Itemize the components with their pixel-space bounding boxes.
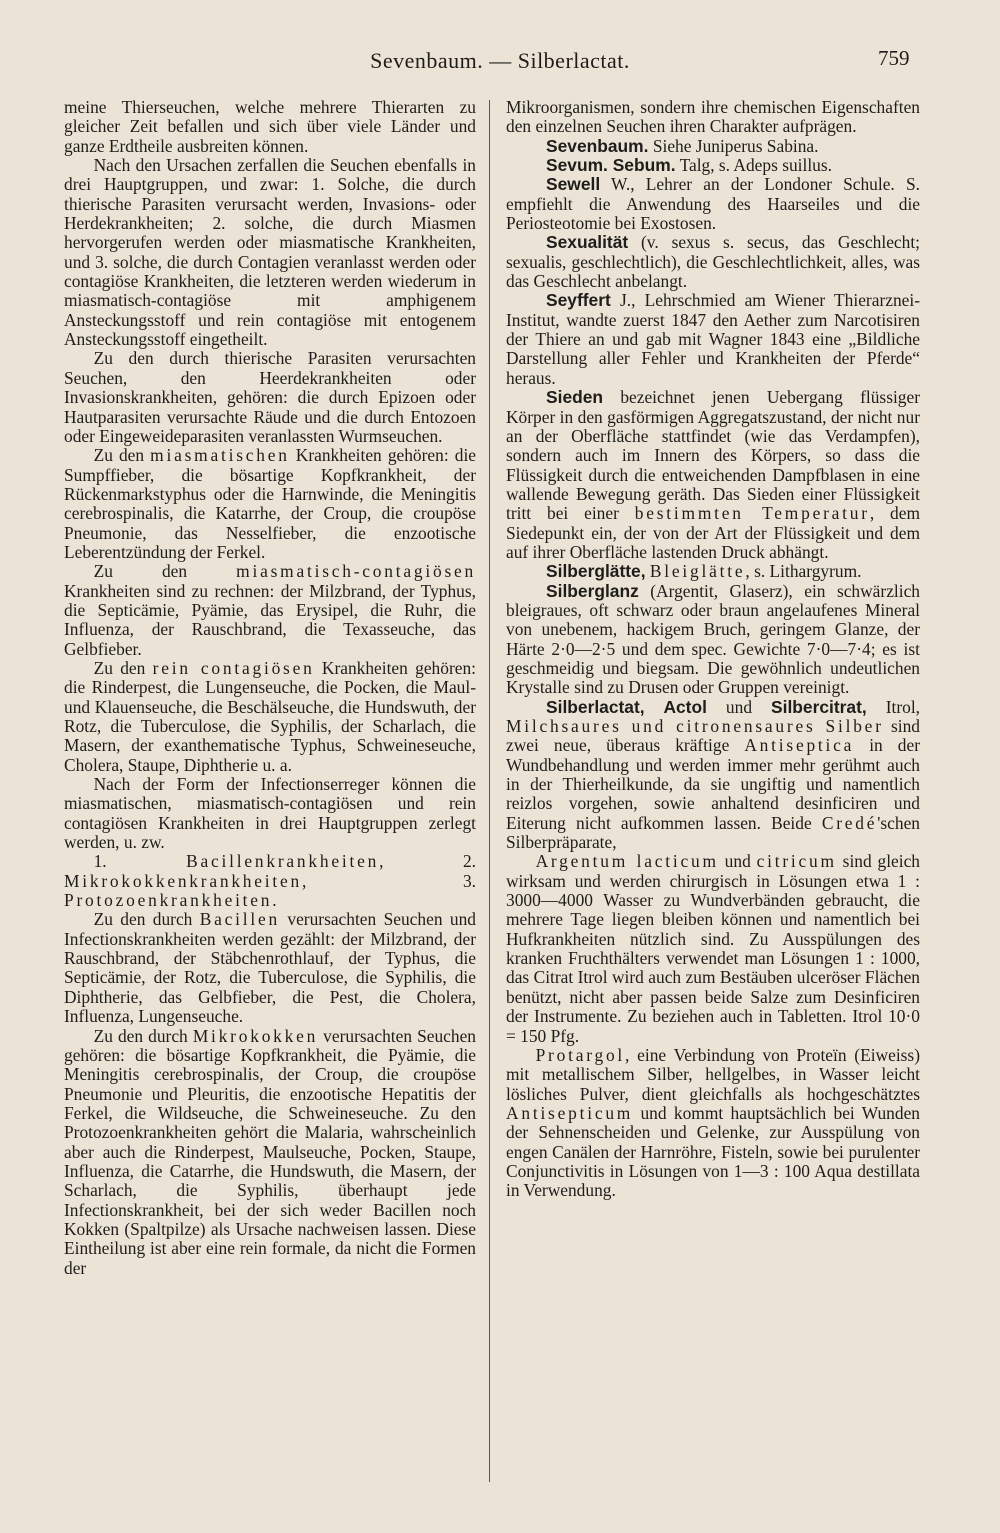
entry-headword: Silberglanz bbox=[546, 580, 639, 601]
spaced-emphasis: Bacillenkrankheiten bbox=[186, 851, 380, 872]
text-run: , dem Siedepunkt ein, der von der Art der Flüssigkeit und dem auf ihrer Oberfläche lastenden Druck abhängt. bbox=[506, 503, 920, 562]
text-run: Nach der Form der Infectionserreger können die miasmatischen, miasmatisch-contagiösen und rein contagiösen Krankheiten in drei Hauptgruppen zerlegt werden, u. zw. bbox=[64, 774, 476, 853]
entry-headword: Silberglätte, bbox=[546, 561, 646, 582]
paragraph bbox=[506, 175, 920, 233]
text-run: , s. Lithargyrum. bbox=[745, 561, 862, 582]
text-run: in der Wundbehandlung und werden immer mehr gerühmt auch in der Thierheilkunde, da sie ungiftig und namentlich reizlos vorgehen, sowie anhaltend desinficiren und Eiterung nicht aufkommen lassen. Beide bbox=[506, 735, 920, 833]
text-run: 'schen Silberpräparate, bbox=[506, 812, 920, 853]
text-run: Krankheiten gehören: die Sumpffieber, die bösartige Kopfkrankheit, der Rückenmarkstyphus oder die Harnwinde, die Meningitis cerebrospinalis, die Katarrhe, der Croup, die croupöse Pneumonie, das Nesselfieber, die enzootische Leberentzündung der Ferkel. bbox=[64, 445, 476, 562]
entry-headword: Seyffert bbox=[546, 290, 611, 311]
spaced-emphasis: Credé bbox=[821, 812, 878, 833]
entry-headword: Sevum. Sebum. bbox=[546, 155, 676, 176]
entry-headword: Sewell bbox=[546, 174, 601, 195]
spaced-emphasis: Argentum lacticum bbox=[535, 851, 719, 872]
spaced-emphasis: miasmatischen bbox=[150, 445, 290, 466]
paragraph bbox=[64, 562, 476, 659]
spaced-emphasis: Antisepticum bbox=[506, 1102, 634, 1123]
paragraph bbox=[506, 388, 920, 562]
text-run: 1. bbox=[93, 851, 187, 872]
paragraph bbox=[506, 137, 920, 156]
entry-headword: Sieden bbox=[546, 387, 604, 408]
text-run: Zu den bbox=[93, 561, 237, 582]
text-run: W., Lehrer an der Londoner Schule. S. empfiehlt die Anwendung des Haarseiles und die Periosteotomie bei Exostosen. bbox=[506, 174, 920, 234]
text-run: Krankheiten sind zu rechnen: der Milzbrand, der Typhus, die Septicämie, Pyämie, das Erysipel, die Ruhr, die Influenza, der Rauschbrand, die Texasseuche, das Gelbfieber. bbox=[64, 580, 476, 659]
paragraph bbox=[506, 291, 920, 388]
entry-headword: Silbercitrat, bbox=[771, 696, 867, 717]
text-run: bezeichnet jenen Uebergang flüssiger Körper in den gasförmigen Aggregatszustand, der nicht nur an der Oberfläche stattfindet (wie das Verdampfen), sondern auch im Innern des Körpers, so dass die Flüssigkeit durch die entweichenden Dampfblasen in eine wallende Bewegung geräth. Das Sieden einer Flüssigkeit tritt bei einer bbox=[506, 387, 920, 524]
text-run: J., Lehrschmied am Wiener Thierarznei-Institut, wandte zuerst 1847 den Aether zum Narcotisiren der Thiere an und gab mit Wagner 1843 eine „Bildliche Darstellung aller Fehler und Krankheiten der Pferde“ heraus. bbox=[506, 290, 920, 388]
paragraph bbox=[506, 582, 920, 698]
paragraph bbox=[64, 446, 476, 562]
text-run: sind gleich wirksam und werden chirurgisch in Lösungen etwa 1 : 3000—4000 Wasser zu Wundverbänden gebraucht, die mehrere Tage liegen bleiben können und namentlich bei Hufkrankheiten nützlich sind. Zu Ausspülungen des kranken Fruchthälters verwendet man Lösungen 1 : 1000, das Citrat Itrol wird auch zum Bestäuben ulceröser Flächen benützt, nicht aber passen beide Salze zum Desinficiren der Instrumente. Zu beziehen auch in Tabletten. Itrol 10·0 = 150 Pfg. bbox=[506, 851, 920, 1046]
spaced-emphasis: Mikrokokken bbox=[192, 1025, 319, 1046]
text-run: und bbox=[718, 851, 757, 872]
right-column bbox=[506, 98, 920, 1201]
text-run: (Argentit, Glaserz), ein schwärzlich bleigraues, oft schwarz oder braun angelaufenes Mineral von unebenem, hackigem Bruch, geringem Glanze, der Härte 2·0—2·5 und dem spec. Gewichte 7·0—7·4; es ist geschmeidig und biegsam. Die gewöhnlich undeutlichen Krystalle sind zu Drusen oder Gruppen vereinigt. bbox=[506, 580, 920, 698]
spaced-emphasis: bestimmten Temperatur bbox=[634, 503, 870, 524]
text-run: Talg, s. Adeps suillus. bbox=[675, 155, 832, 176]
page-number: 759 bbox=[878, 46, 910, 70]
paragraph bbox=[64, 910, 476, 1026]
text-run: Zu den bbox=[93, 657, 153, 678]
paragraph bbox=[506, 698, 920, 853]
text-run: , 2. bbox=[379, 851, 476, 872]
paragraph bbox=[506, 98, 920, 137]
spaced-emphasis: miasmatisch-contagiösen bbox=[236, 561, 476, 582]
text-run: meine Thierseuchen, welche mehrere Thierarten zu gleicher Zeit befallen und sich über viele Länder und ganze Erdtheile ausbreiten können. bbox=[64, 97, 476, 156]
paragraph bbox=[64, 156, 476, 349]
paragraph bbox=[64, 349, 476, 446]
column-divider bbox=[489, 100, 490, 1482]
paragraph bbox=[64, 852, 476, 910]
paragraph bbox=[506, 1046, 920, 1201]
text-run: verursachten Seuchen gehören: die bösartige Kopfkrankheit, die Pyämie, die Meningitis cerebrospinalis, der Croup, die croupöse Pneumonie und Pleuritis, die enzootische Hepatitis der Ferkel, die Wildseuche, die Schweineseuche. Zu den Protozoenkrankheiten gehört die Malaria, wahrscheinlich aber auch die Rinderpest, Maulseuche, Pocken, Staupe, Influenza, die Catarrhe, die Hundswuth, die Masern, der Scharlach, die Syphilis, überhaupt jede Infectionskrankheit, bei der sich weder Bacillen noch Kokken (Spaltpilze) als Ursache nachweisen lassen. Diese Eintheilung ist aber eine rein formale, da nicht die Formen der bbox=[64, 1025, 476, 1278]
entry-headword: Sevenbaum. bbox=[546, 135, 649, 156]
text-run: Itrol, bbox=[866, 696, 920, 717]
paragraph bbox=[506, 233, 920, 291]
spaced-emphasis: Protargol bbox=[535, 1044, 626, 1065]
left-column bbox=[64, 98, 476, 1278]
text-run: und bbox=[706, 696, 772, 717]
spaced-emphasis: Bleiglätte bbox=[649, 561, 746, 582]
spaced-emphasis: Mikrokokkenkrankheiten bbox=[64, 870, 303, 891]
paragraph bbox=[506, 156, 920, 175]
text-run: Krankheiten gehören: die Rinderpest, die Lungenseuche, die Pocken, die Maul- und Klauenseuche, die Beschälseuche, die Hundswuth, der Rotz, die Tuberculose, die Syphilis, der Scharlach, die Masern, der exanthematische Typhus, Schweineseuche, Cholera, Staupe, Diphtherie u. a. bbox=[64, 657, 476, 775]
paragraph bbox=[506, 852, 920, 1045]
text-run: , eine Verbindung von Proteïn (Eiweiss) mit metallischem Silber, hellgelbes, in Wasser leicht lösliches Pulver, dient gleichfalls als hochgeschätztes bbox=[506, 1044, 920, 1104]
spaced-emphasis: Protozoenkrankheiten bbox=[64, 890, 273, 911]
text-run: Zu den durch bbox=[93, 1025, 193, 1046]
text-run: (v. sexus s. secus, das Geschlecht; sexualis, geschlechtlich), die Geschlechtlichkeit, alles, was das Geschlecht anbelangt. bbox=[506, 232, 920, 292]
text-run: Zu den bbox=[93, 445, 151, 466]
spaced-emphasis: rein contagiösen bbox=[152, 657, 315, 678]
text-run: und kommt hauptsächlich bei Wunden der Sehnenscheiden und Gelenke, zur Ausspülung von engen Canälen der Harnröhre, Fisteln, sowie bei purulenter Conjunctivitis in Lösungen von 1—3 : 100 Aqua destillata in Verwendung. bbox=[506, 1102, 920, 1201]
entry-headword: Sexualität bbox=[546, 232, 629, 253]
paragraph bbox=[64, 98, 476, 156]
running-title: Sevenbaum. — Silberlactat. bbox=[370, 48, 630, 73]
text-run: Zu den durch bbox=[93, 909, 200, 930]
text-run: Siehe Juniperus Sabina. bbox=[648, 135, 819, 156]
paragraph bbox=[64, 775, 476, 852]
text-run: Zu den durch thierische Parasiten verursachten Seuchen, den Heerdekrankheiten oder Invasionskrankheiten, gehören: die durch Epizoen oder Hautparasiten verursachte Räude und die durch Entozoen oder Eingeweideparasiten veranlassten Wurmseuchen. bbox=[64, 348, 476, 446]
text-run: sind zwei neue, überaus kräftige bbox=[506, 716, 920, 756]
spaced-emphasis: Bacillen bbox=[199, 909, 280, 930]
paragraph bbox=[64, 1027, 476, 1278]
entry-headword: Silberlactat, Actol bbox=[546, 696, 707, 717]
text-run: verursachten Seuchen und Infectionskrankheiten werden gezählt: der Milzbrand, der Rauschbrand, der Stäbchenrothlauf, der Typhus, die Septicämie, der Rotz, die Tuberculose, die Syphilis, die Diphtherie, das Gelbfieber, die Pest, die Cholera, Influenza, Lungenseuche. bbox=[64, 909, 476, 1027]
paragraph bbox=[506, 562, 920, 581]
paragraph bbox=[64, 659, 476, 775]
text-run: . bbox=[272, 890, 277, 911]
spaced-emphasis: citricum bbox=[756, 851, 837, 872]
text-run: , 3. bbox=[302, 870, 476, 891]
spaced-emphasis: Milchsaures und citronensaures Silber bbox=[506, 716, 884, 736]
spaced-emphasis: Antiseptica bbox=[744, 735, 855, 756]
text-run: Nach den Ursachen zerfallen die Seuchen ebenfalls in drei Hauptgruppen, und zwar: 1. Solche, die durch thierische Parasiten verursacht werden, Invasions- oder Herdekrankheiten; 2. solche, die durch Miasmen hervorgerufen werden oder miasmatische Krankheiten, und 3. solche, die durch Contagien veranlasst werden oder contagiöse Krankheiten, die letzteren werden wiederum in miasmatisch-contagiöse mit amphigenem Ansteckungsstoff und rein contagiöse mit entogenem Ansteckungsstoff eingetheilt. bbox=[64, 155, 476, 350]
text-run: Mikroorganismen, sondern ihre chemischen Eigenschaften den einzelnen Seuchen ihren Charakter aufprägen. bbox=[506, 97, 920, 137]
